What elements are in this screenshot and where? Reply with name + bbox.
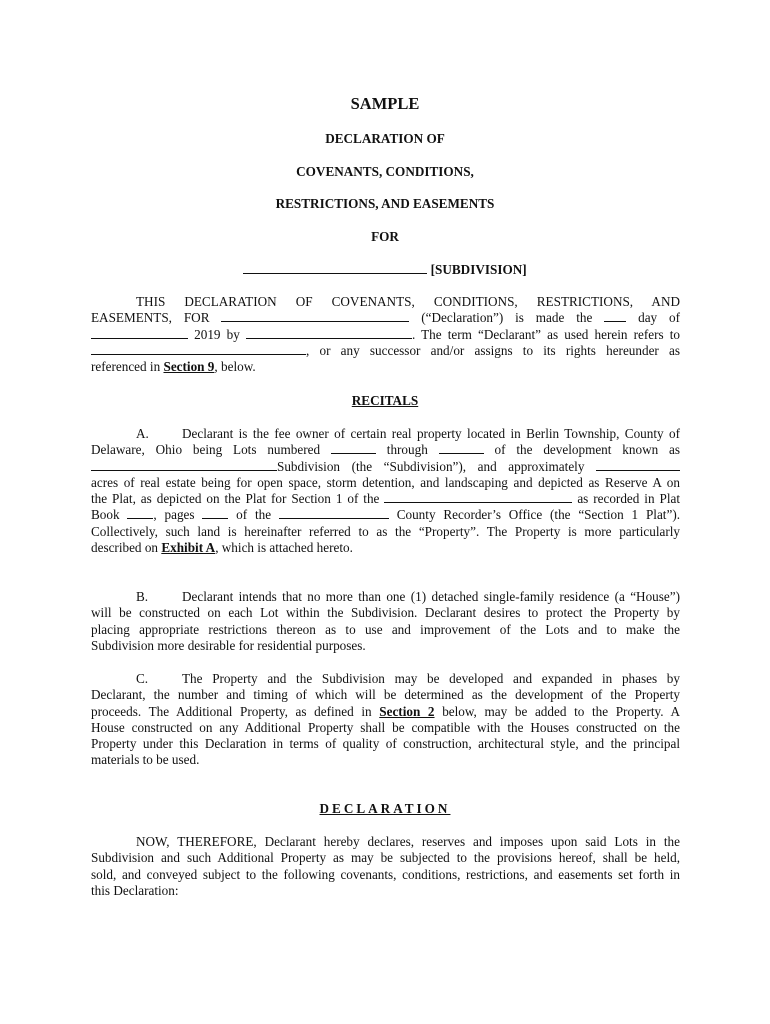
blank-field bbox=[221, 310, 409, 322]
recital-b-line-2: will be constructed on each Lot within the Subdivision. Declarant desires to protect the Property by bbox=[91, 605, 680, 621]
text-segment: of the bbox=[236, 507, 272, 523]
now-line-4: this Declaration: bbox=[91, 882, 179, 898]
intro-line-5 bbox=[91, 359, 680, 375]
text-segment: EASEMENTS, FOR bbox=[91, 310, 210, 326]
subdivision-label: [SUBDIVISION] bbox=[430, 262, 527, 277]
subdivision-blank bbox=[243, 262, 427, 274]
blank-field bbox=[127, 507, 153, 519]
recital-c-line-5: Property under this Declaration in terms of quality of construction, architectural style, and the principal bbox=[91, 736, 680, 752]
sample-title: SAMPLE bbox=[350, 94, 420, 113]
title-line-2: COVENANTS, CONDITIONS, bbox=[296, 164, 474, 179]
blank-field bbox=[91, 343, 306, 355]
blank-field bbox=[331, 442, 376, 454]
blank-field bbox=[91, 327, 188, 339]
text-segment: C. bbox=[136, 671, 149, 686]
title-line-1: DECLARATION OF bbox=[325, 131, 445, 146]
recital-c-line-4: House constructed on any Additional Property shall be compatible with the Houses constructed on the bbox=[91, 719, 680, 735]
blank-field bbox=[439, 442, 484, 454]
text-segment: of the development known as bbox=[494, 442, 681, 458]
now-line-2: Subdivision and such Additional Property as may be subjected to the provisions hereof, shall be held, bbox=[91, 850, 680, 866]
text-segment: County Recorder’s Office (the “Section 1 Plat”). bbox=[396, 507, 681, 523]
text-segment: A. bbox=[136, 426, 149, 441]
intro-line-1: THIS DECLARATION OF COVENANTS, CONDITIONS, RESTRICTIONS, AND bbox=[136, 294, 680, 309]
recital-c-line-2: Declarant, the number and timing of which will be determined as the development of the Property bbox=[91, 687, 680, 703]
text-segment: Delaware, Ohio being Lots numbered bbox=[91, 442, 321, 458]
intro-paragraph bbox=[91, 294, 680, 375]
text-segment: , below. bbox=[214, 359, 256, 375]
declaration-heading: DECLARATION bbox=[319, 801, 451, 816]
blank-field bbox=[91, 459, 277, 471]
subdivision-title bbox=[0, 262, 770, 278]
blank-field bbox=[279, 507, 389, 519]
recital-b bbox=[91, 589, 680, 654]
recital-b-line-1 bbox=[91, 589, 680, 605]
title-line-4: FOR bbox=[371, 229, 399, 244]
text-segment: The Property and the Subdivision may be developed and expanded in phases by bbox=[182, 671, 680, 686]
text-segment: , or any successor and/or assigns to its rights hereunder as bbox=[306, 342, 680, 358]
section-2-ref: Section 2 bbox=[379, 703, 435, 719]
text-segment: described on bbox=[91, 540, 159, 556]
intro-line-4 bbox=[91, 343, 680, 359]
blank-field bbox=[246, 327, 412, 339]
recital-a-line-2 bbox=[91, 442, 680, 458]
blank-field bbox=[384, 491, 572, 503]
text-segment: proceeds. The Additional Property, as defined in bbox=[91, 703, 372, 719]
section-9-ref: Section 9 bbox=[163, 359, 215, 375]
now-therefore-paragraph bbox=[91, 834, 680, 899]
text-segment: Declarant intends that no more than one (1) detached single-family residence (a “House”) bbox=[182, 589, 680, 604]
recital-a-line-8 bbox=[91, 540, 680, 556]
title-line-3: RESTRICTIONS, AND EASEMENTS bbox=[275, 196, 495, 211]
recital-a-line-6 bbox=[91, 507, 680, 523]
blank-field bbox=[202, 507, 228, 519]
text-segment: B. bbox=[136, 589, 149, 604]
text-segment: below, may be added to the Property. A bbox=[442, 703, 681, 719]
text-segment: the Plat, as depicted on the Plat for Section 1 of the bbox=[91, 491, 380, 507]
recital-a-line-7: Collectively, such land is hereinafter referred to as the “Property”. The Property is more particularly bbox=[91, 523, 680, 539]
blank-field bbox=[596, 459, 680, 471]
intro-line-2 bbox=[91, 310, 680, 326]
now-line-3: sold, and conveyed subject to the following covenants, conditions, restrictions, and easements set forth in bbox=[91, 866, 680, 882]
recital-a-line-5 bbox=[91, 491, 680, 507]
recital-c-line-3 bbox=[91, 704, 680, 720]
recital-a bbox=[91, 426, 680, 556]
text-segment: as recorded in Plat bbox=[577, 491, 681, 507]
recital-b-line-4: Subdivision more desirable for residential purposes. bbox=[91, 637, 366, 653]
text-segment: , pages bbox=[153, 507, 195, 523]
recital-a-line-4: acres of real estate being for open space, storm detention, and landscaping and depicted as Reserve A on bbox=[91, 474, 680, 490]
recital-b-line-3: placing appropriate restrictions thereon as to use and improvement of the Lots and to make the bbox=[91, 621, 680, 637]
blank-field bbox=[604, 310, 626, 322]
text-segment: (“Declaration”) is made the bbox=[421, 310, 593, 326]
text-segment: . The term “Declarant” as used herein refers to bbox=[411, 326, 680, 342]
now-line-1: NOW, THEREFORE, Declarant hereby declares, reserves and imposes upon said Lots in the bbox=[136, 834, 680, 849]
exhibit-a-ref: Exhibit A bbox=[161, 540, 216, 556]
recital-c-line-6: materials to be used. bbox=[91, 752, 200, 768]
recital-a-line-1 bbox=[91, 426, 680, 442]
recitals-heading: RECITALS bbox=[351, 393, 419, 408]
text-segment: Declarant is the fee owner of certain real property located in Berlin Township, County of bbox=[182, 426, 680, 441]
text-segment: Subdivision (the “Subdivision”), and approximately bbox=[277, 458, 585, 474]
text-segment: through bbox=[386, 442, 428, 458]
text-segment: , which is attached hereto. bbox=[215, 540, 353, 556]
text-segment: day of bbox=[638, 310, 680, 326]
text-segment: referenced in bbox=[91, 359, 161, 375]
recital-a-line-3 bbox=[91, 459, 680, 475]
intro-line-3 bbox=[91, 327, 680, 343]
text-segment: Book bbox=[91, 507, 120, 523]
recital-c-line-1 bbox=[91, 671, 680, 687]
recital-c bbox=[91, 671, 680, 769]
text-segment: 2019 by bbox=[194, 326, 240, 342]
